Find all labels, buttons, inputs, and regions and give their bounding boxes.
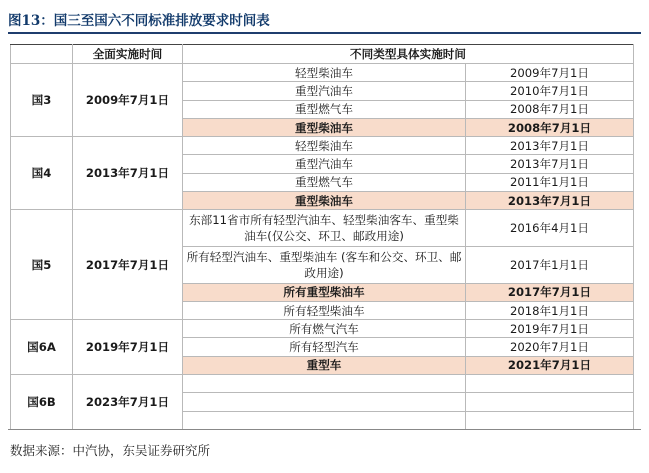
vehicle-type-cell: 轻型柴油车 — [183, 64, 466, 82]
type-date-cell: 2013年7月1日 — [466, 192, 634, 210]
type-date-cell: 2010年7月1日 — [466, 82, 634, 100]
table-header-row — [11, 45, 634, 64]
type-date-cell: 2013年7月1日 — [466, 137, 634, 155]
vehicle-type-cell: 重型柴油车 — [183, 118, 466, 136]
vehicle-type-cell — [183, 375, 466, 393]
type-date-cell: 2008年7月1日 — [466, 118, 634, 136]
vehicle-type-cell: 所有轻型汽车 — [183, 338, 466, 356]
title-rule — [8, 32, 641, 34]
stage-cell: 国3 — [11, 64, 73, 137]
vehicle-type-cell — [183, 393, 466, 411]
type-date-cell: 2020年7月1日 — [466, 338, 634, 356]
vehicle-type-cell: 重型柴油车 — [183, 192, 466, 210]
bottom-rule — [8, 429, 641, 430]
vehicle-type-cell: 所有燃气汽车 — [183, 320, 466, 338]
type-date-cell: 2011年1月1日 — [466, 173, 634, 191]
stage-cell: 国5 — [11, 210, 73, 320]
source-note: 数据来源：中汽协，东吴证券研究所 — [10, 443, 211, 458]
vehicle-type-cell: 东部11省市所有轻型汽油车、轻型柴油客车、重型柴油车(仅公交、环卫、邮政用途) — [183, 210, 466, 247]
full-date-cell: 2009年7月1日 — [73, 64, 183, 137]
type-date-cell: 2017年1月1日 — [466, 246, 634, 283]
type-date-cell: 2016年4月1日 — [466, 210, 634, 247]
header-type-date: 不同类型具体实施时间 — [183, 45, 634, 64]
vehicle-type-cell: 所有轻型汽油车、重型柴油车 (客车和公交、环卫、邮政用途) — [183, 246, 466, 283]
stage-cell: 国6A — [11, 320, 73, 375]
vehicle-type-cell: 重型燃气车 — [183, 100, 466, 118]
full-date-cell: 2019年7月1日 — [73, 320, 183, 375]
vehicle-type-cell: 所有轻型柴油车 — [183, 301, 466, 319]
type-date-cell: 2017年7月1日 — [466, 283, 634, 301]
vehicle-type-cell: 重型燃气车 — [183, 173, 466, 191]
type-date-cell — [466, 411, 634, 429]
vehicle-type-cell — [183, 411, 466, 429]
stage-cell: 国6B — [11, 375, 73, 430]
full-date-cell: 2017年7月1日 — [73, 210, 183, 320]
type-date-cell: 2019年7月1日 — [466, 320, 634, 338]
type-date-cell: 2009年7月1日 — [466, 64, 634, 82]
header-stage — [11, 45, 73, 64]
full-date-cell: 2023年7月1日 — [73, 375, 183, 430]
figure-title: 图13：国三至国六不同标准排放要求时间表 — [8, 13, 270, 29]
type-date-cell — [466, 375, 634, 393]
vehicle-type-cell: 轻型柴油车 — [183, 137, 466, 155]
stage-cell: 国4 — [11, 137, 73, 210]
type-date-cell: 2018年1月1日 — [466, 301, 634, 319]
table-body — [11, 64, 634, 430]
type-date-cell: 2008年7月1日 — [466, 100, 634, 118]
table-row — [11, 320, 634, 338]
emission-standards-table — [10, 44, 634, 430]
vehicle-type-cell: 重型汽油车 — [183, 155, 466, 173]
header-full-date: 全面实施时间 — [73, 45, 183, 64]
table-row — [11, 137, 634, 155]
table-row — [11, 375, 634, 393]
full-date-cell: 2013年7月1日 — [73, 137, 183, 210]
vehicle-type-cell: 重型车 — [183, 356, 466, 374]
type-date-cell: 2021年7月1日 — [466, 356, 634, 374]
table-row — [11, 210, 634, 247]
type-date-cell: 2013年7月1日 — [466, 155, 634, 173]
vehicle-type-cell: 重型汽油车 — [183, 82, 466, 100]
vehicle-type-cell: 所有重型柴油车 — [183, 283, 466, 301]
type-date-cell — [466, 393, 634, 411]
table-row — [11, 64, 634, 82]
